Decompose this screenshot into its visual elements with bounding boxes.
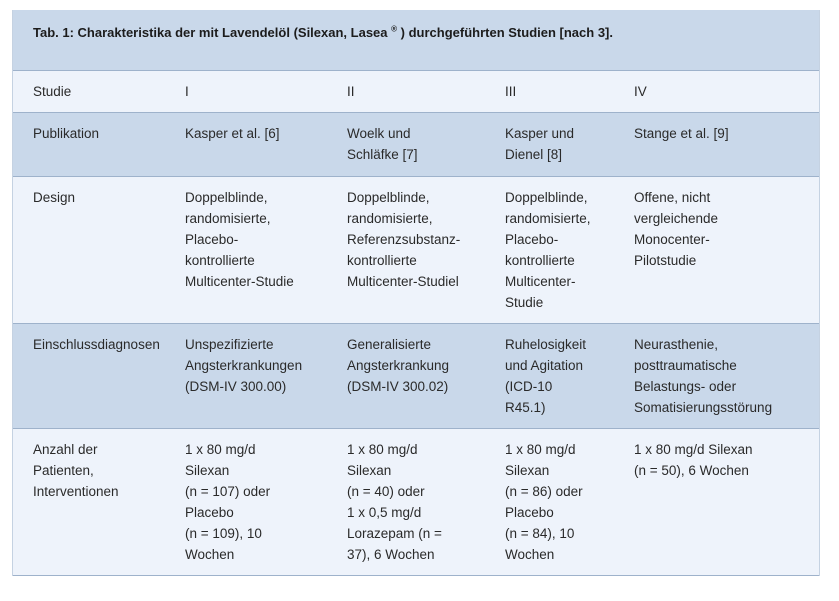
table-cell-col-4 bbox=[634, 429, 819, 576]
row-label-cell bbox=[13, 71, 185, 113]
table-cell-col-3 bbox=[505, 71, 634, 113]
table-cell-col-3 bbox=[505, 177, 634, 324]
cell-text-line: (n = 40) oder bbox=[347, 484, 425, 499]
cell-text-line: Offene, nicht bbox=[634, 190, 711, 205]
cell-content bbox=[347, 429, 505, 565]
table-cell-col-1 bbox=[185, 429, 347, 576]
caption-text-end: ) durchgeführten Studien [nach 3]. bbox=[397, 25, 613, 40]
table-row-publikation bbox=[13, 113, 819, 177]
cell-text-line: Dienel [8] bbox=[505, 147, 563, 162]
cell-content bbox=[13, 429, 185, 502]
cell-text-line: IV bbox=[634, 84, 647, 99]
cell-text-line: III bbox=[505, 84, 517, 99]
cell-text-line: (ICD-10 bbox=[505, 379, 553, 394]
cell-text-line: Silexan bbox=[347, 463, 392, 478]
cell-text-line: (n = 109), 10 bbox=[185, 526, 262, 541]
cell-content bbox=[347, 71, 505, 102]
cell-content bbox=[185, 324, 347, 397]
table-cell-col-2 bbox=[347, 429, 505, 576]
cell-content bbox=[13, 113, 185, 144]
cell-text-line: und Agitation bbox=[505, 358, 584, 373]
cell-text-line: Somatisierungsstörung bbox=[634, 400, 773, 415]
table-cell-col-3 bbox=[505, 429, 634, 576]
cell-text-line: Angsterkrankung bbox=[347, 358, 450, 373]
cell-content bbox=[347, 113, 505, 165]
cell-text-line: Multicenter-Studiel bbox=[347, 274, 459, 289]
cell-text-line: Generalisierte bbox=[347, 337, 432, 352]
cell-text-line: Silexan bbox=[505, 463, 550, 478]
cell-text-line: kontrollierte bbox=[185, 253, 255, 268]
table-cell-col-3 bbox=[505, 324, 634, 429]
cell-content bbox=[185, 113, 347, 144]
table-cell-col-1 bbox=[185, 177, 347, 324]
cell-text-line: Patienten, bbox=[33, 463, 94, 478]
cell-content bbox=[505, 71, 634, 102]
cell-text-line: Schläfke [7] bbox=[347, 147, 418, 162]
cell-text-line: 1 x 80 mg/d Silexan bbox=[634, 442, 753, 457]
cell-text-line: Silexan bbox=[185, 463, 230, 478]
table-cell-col-4 bbox=[634, 324, 819, 429]
table-row-einschlussdiagnosen bbox=[13, 324, 819, 429]
cell-text-line: Wochen bbox=[505, 547, 555, 562]
cell-text-line: Placebo bbox=[185, 505, 234, 520]
cell-text-line: Multicenter-Studie bbox=[185, 274, 294, 289]
table-cell-col-1 bbox=[185, 324, 347, 429]
cell-content bbox=[13, 177, 185, 208]
cell-text-line: Monocenter- bbox=[634, 232, 710, 247]
cell-text-line: Placebo- bbox=[185, 232, 239, 247]
cell-text-line: Studie bbox=[505, 295, 544, 310]
cell-content bbox=[13, 71, 185, 102]
cell-text-line: Wochen bbox=[185, 547, 235, 562]
cell-text-line: Einschlussdiagnosen bbox=[33, 337, 160, 352]
cell-text-line: R45.1) bbox=[505, 400, 546, 415]
cell-text-line: Pilotstudie bbox=[634, 253, 697, 268]
table-row-anzahl bbox=[13, 429, 819, 576]
cell-text-line: Studie bbox=[33, 84, 72, 99]
cell-content bbox=[505, 113, 634, 165]
row-label-cell bbox=[13, 324, 185, 429]
table-body bbox=[13, 71, 819, 576]
caption-text: Tab. 1: Charakteristika der mit Lavendelöl (Silexan, Lasea bbox=[33, 25, 388, 40]
row-label-cell bbox=[13, 113, 185, 177]
cell-text-line: Doppelblinde, bbox=[347, 190, 430, 205]
cell-text-line: II bbox=[347, 84, 355, 99]
cell-text-line: Placebo bbox=[505, 505, 554, 520]
cell-content bbox=[185, 71, 347, 102]
table-cell-col-1 bbox=[185, 71, 347, 113]
cell-content bbox=[347, 177, 505, 292]
table-cell-col-4 bbox=[634, 113, 819, 177]
cell-content bbox=[505, 429, 634, 565]
cell-text-line: Belastungs- oder bbox=[634, 379, 737, 394]
cell-text-line: Placebo- bbox=[505, 232, 559, 247]
cell-content bbox=[634, 324, 819, 418]
cell-text-line: randomisierte, bbox=[505, 211, 591, 226]
cell-text-line: Doppelblinde, bbox=[505, 190, 588, 205]
cell-text-line: vergleichende bbox=[634, 211, 719, 226]
table-cell-col-1 bbox=[185, 113, 347, 177]
cell-content bbox=[347, 324, 505, 397]
cell-text-line: 1 x 0,5 mg/d bbox=[347, 505, 422, 520]
cell-text-line: 37), 6 Wochen bbox=[347, 547, 435, 562]
cell-text-line: Ruhelosigkeit bbox=[505, 337, 587, 352]
cell-text-line: Woelk und bbox=[347, 126, 411, 141]
cell-text-line: kontrollierte bbox=[347, 253, 417, 268]
cell-content bbox=[634, 177, 819, 271]
cell-text-line: Doppelblinde, bbox=[185, 190, 268, 205]
cell-text-line: Lorazepam (n = bbox=[347, 526, 442, 541]
cell-text-line: I bbox=[185, 84, 189, 99]
cell-content bbox=[634, 113, 819, 144]
cell-text-line: Anzahl der bbox=[33, 442, 98, 457]
cell-text-line: Multicenter- bbox=[505, 274, 576, 289]
cell-text-line: (n = 107) oder bbox=[185, 484, 271, 499]
table-cell-col-2 bbox=[347, 177, 505, 324]
cell-text-line: (DSM-IV 300.00) bbox=[185, 379, 287, 394]
cell-text-line: (DSM-IV 300.02) bbox=[347, 379, 449, 394]
cell-text-line: (n = 50), 6 Wochen bbox=[634, 463, 749, 478]
cell-content bbox=[185, 177, 347, 292]
cell-content bbox=[505, 324, 634, 418]
study-characteristics-table bbox=[13, 71, 819, 576]
table-row-design bbox=[13, 177, 819, 324]
row-label-cell bbox=[13, 177, 185, 324]
table-caption bbox=[13, 10, 819, 71]
cell-content bbox=[505, 177, 634, 313]
cell-text-line: 1 x 80 mg/d bbox=[185, 442, 256, 457]
cell-text-line: Kasper et al. [6] bbox=[185, 126, 280, 141]
table-cell-col-4 bbox=[634, 177, 819, 324]
cell-content bbox=[13, 324, 185, 355]
cell-text-line: Kasper und bbox=[505, 126, 575, 141]
cell-content bbox=[185, 429, 347, 565]
cell-text-line: Angsterkrankungen bbox=[185, 358, 303, 373]
cell-text-line: Design bbox=[33, 190, 76, 205]
cell-text-line: Publikation bbox=[33, 126, 100, 141]
row-label-cell bbox=[13, 429, 185, 576]
table-cell-col-4 bbox=[634, 71, 819, 113]
study-table bbox=[12, 10, 820, 576]
cell-text-line: Referenzsubstanz- bbox=[347, 232, 461, 247]
cell-text-line: randomisierte, bbox=[185, 211, 271, 226]
cell-text-line: (n = 86) oder bbox=[505, 484, 583, 499]
table-cell-col-3 bbox=[505, 113, 634, 177]
cell-text-line: 1 x 80 mg/d bbox=[505, 442, 576, 457]
cell-content bbox=[634, 71, 819, 102]
registered-trademark-mark: ® bbox=[391, 24, 398, 34]
table-cell-col-2 bbox=[347, 71, 505, 113]
cell-text-line: (n = 84), 10 bbox=[505, 526, 575, 541]
cell-text-line: 1 x 80 mg/d bbox=[347, 442, 418, 457]
table-cell-col-2 bbox=[347, 324, 505, 429]
cell-text-line: Interventionen bbox=[33, 484, 119, 499]
cell-text-line: Neurasthenie, bbox=[634, 337, 719, 352]
cell-text-line: kontrollierte bbox=[505, 253, 575, 268]
cell-text-line: Unspezifizierte bbox=[185, 337, 274, 352]
table-cell-col-2 bbox=[347, 113, 505, 177]
cell-content bbox=[634, 429, 819, 481]
table-row-studie bbox=[13, 71, 819, 113]
cell-text-line: posttraumatische bbox=[634, 358, 737, 373]
cell-text-line: Stange et al. [9] bbox=[634, 126, 729, 141]
cell-text-line: randomisierte, bbox=[347, 211, 433, 226]
